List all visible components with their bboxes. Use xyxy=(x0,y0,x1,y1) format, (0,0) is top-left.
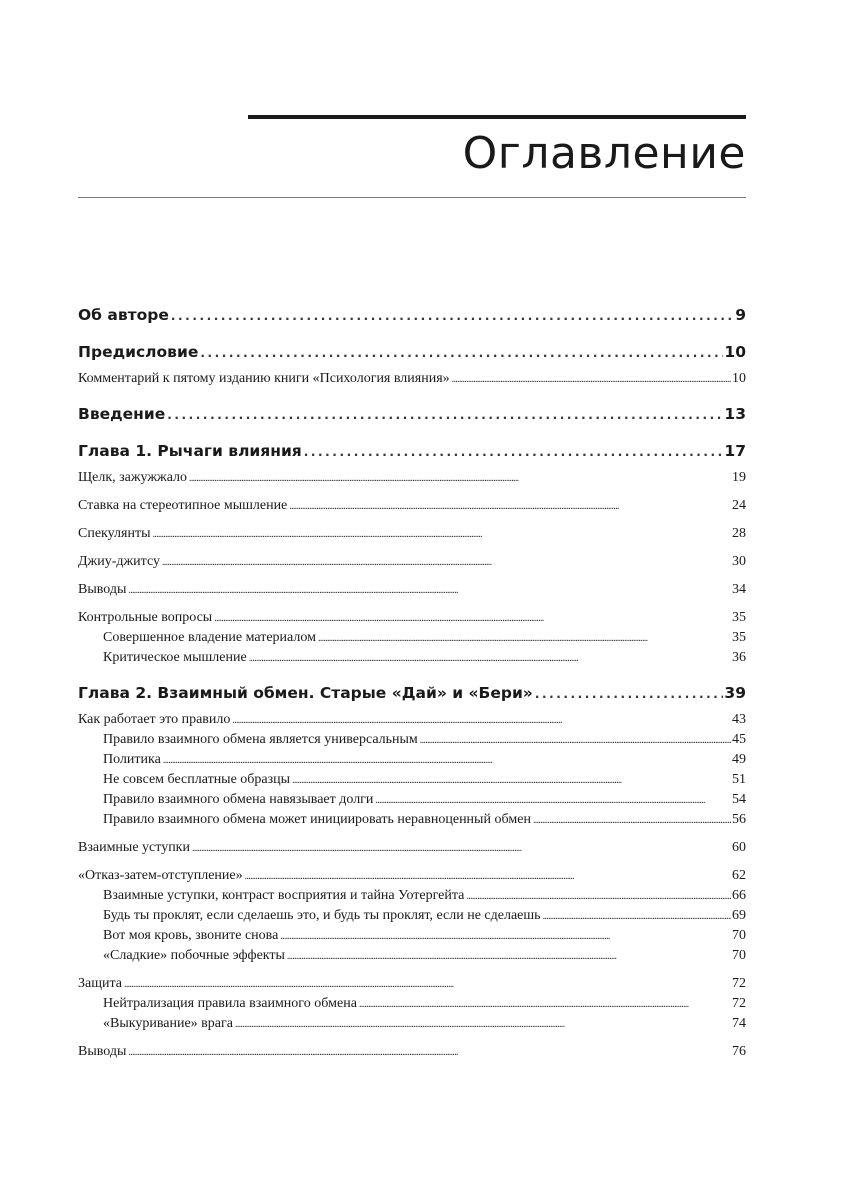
toc-entry-label: Ставка на стереотипное мышление xyxy=(78,498,288,513)
toc-entry[interactable] xyxy=(78,1014,746,1033)
table-of-contents xyxy=(78,305,746,1061)
toc-entry-label: Предисловие xyxy=(78,343,199,361)
title-top-rule xyxy=(248,115,746,119)
toc-entry-page: 51 xyxy=(732,772,746,787)
dot-leader xyxy=(232,711,731,730)
dot-leader xyxy=(292,771,731,790)
toc-entry[interactable] xyxy=(78,1042,746,1061)
toc-entry[interactable] xyxy=(78,552,746,571)
toc-entry-page: 45 xyxy=(732,732,746,747)
toc-entry[interactable] xyxy=(78,369,746,388)
dot-leader xyxy=(128,1043,731,1062)
toc-entry-label: «Выкуривание» врага xyxy=(103,1016,233,1031)
dot-leader xyxy=(235,1015,731,1034)
dot-leader xyxy=(359,995,731,1014)
toc-entry[interactable] xyxy=(78,608,746,627)
toc-entry-page: 49 xyxy=(732,752,746,767)
toc-entry-page: 62 xyxy=(732,868,746,883)
toc-entry-page: 69 xyxy=(732,908,746,923)
toc-entry[interactable] xyxy=(78,750,746,769)
toc-entry[interactable] xyxy=(78,580,746,599)
dot-leader xyxy=(375,791,731,810)
toc-entry[interactable] xyxy=(78,730,746,749)
toc-entry[interactable] xyxy=(78,770,746,789)
toc-entry-page: 72 xyxy=(732,976,746,991)
dot-leader xyxy=(249,649,731,668)
toc-entry[interactable] xyxy=(78,710,746,729)
toc-entry-page: 70 xyxy=(732,948,746,963)
toc-entry-label: Будь ты проклят, если сделаешь это, и будь ты проклят, если не сделаешь xyxy=(103,908,541,923)
toc-entry[interactable] xyxy=(78,994,746,1013)
toc-entry[interactable] xyxy=(78,648,746,667)
dot-leader xyxy=(189,469,731,488)
toc-entry-label: Взаимные уступки xyxy=(78,840,190,855)
toc-entry-label: Правило взаимного обмена навязывает долги xyxy=(103,792,374,807)
toc-entry-page: 19 xyxy=(732,470,746,485)
dot-leader xyxy=(535,684,724,705)
toc-entry-label: Взаимные уступки, контраст восприятия и тайна Уотергейта xyxy=(103,888,465,903)
dot-leader xyxy=(152,525,731,544)
dot-leader xyxy=(214,609,731,628)
toc-entry[interactable] xyxy=(78,810,746,829)
toc-entry-page: 54 xyxy=(732,792,746,807)
toc-entry-page: 60 xyxy=(732,840,746,855)
toc-entry-chapter-2[interactable] xyxy=(78,683,746,704)
toc-entry-page: 39 xyxy=(724,684,746,702)
toc-entry-introduction[interactable] xyxy=(78,404,746,425)
toc-entry-page: 35 xyxy=(732,630,746,645)
toc-entry-label: Глава 2. Взаимный обмен. Старые «Дай» и «Бери» xyxy=(78,684,533,702)
toc-entry-label: Правило взаимного обмена может инициировать неравноценный обмен xyxy=(103,812,531,827)
dot-leader xyxy=(171,306,734,327)
toc-entry-page: 9 xyxy=(735,306,746,324)
toc-entry[interactable] xyxy=(78,926,746,945)
toc-entry-label: Защита xyxy=(78,976,123,991)
toc-entry-page: 43 xyxy=(732,712,746,727)
dot-leader xyxy=(304,442,724,463)
toc-entry-label: Политика xyxy=(103,752,161,767)
dot-leader xyxy=(245,867,731,886)
dot-leader xyxy=(289,497,731,516)
toc-entry-page: 28 xyxy=(732,526,746,541)
toc-entry[interactable] xyxy=(78,946,746,965)
toc-entry-chapter-1[interactable] xyxy=(78,441,746,462)
toc-entry[interactable] xyxy=(78,838,746,857)
toc-entry-label: Спекулянты xyxy=(78,526,151,541)
toc-entry-page: 17 xyxy=(724,442,746,460)
toc-entry-label: Не совсем бесплатные образцы xyxy=(103,772,291,787)
toc-entry-label: Комментарий к пятому изданию книги «Психология влияния» xyxy=(78,371,450,386)
dot-leader xyxy=(466,887,731,906)
dot-leader xyxy=(543,907,731,926)
toc-entry-label: Щелк, зажужжало xyxy=(78,470,188,485)
toc-entry-label: Контрольные вопросы xyxy=(78,610,213,625)
dot-leader xyxy=(287,947,731,966)
toc-entry[interactable] xyxy=(78,628,746,647)
toc-entry-label: Глава 1. Рычаги влияния xyxy=(78,442,302,460)
title-bottom-rule xyxy=(78,197,746,198)
toc-entry[interactable] xyxy=(78,496,746,515)
page-title: Оглавление xyxy=(462,128,746,179)
toc-entry-page: 13 xyxy=(724,405,746,423)
dot-leader xyxy=(420,731,731,750)
toc-entry-page: 35 xyxy=(732,610,746,625)
toc-entry[interactable] xyxy=(78,866,746,885)
toc-entry-page: 74 xyxy=(732,1016,746,1031)
toc-entry-label: Критическое мышление xyxy=(103,650,247,665)
toc-entry-page: 10 xyxy=(732,371,746,386)
toc-entry[interactable] xyxy=(78,790,746,809)
dot-leader xyxy=(124,975,731,994)
toc-entry-page: 30 xyxy=(732,554,746,569)
toc-entry-label: «Сладкие» побочные эффекты xyxy=(103,948,285,963)
toc-entry-label: Совершенное владение материалом xyxy=(103,630,316,645)
toc-entry-label: Вот моя кровь, звоните снова xyxy=(103,928,279,943)
dot-leader xyxy=(200,343,723,364)
dot-leader xyxy=(167,405,723,426)
toc-entry[interactable] xyxy=(78,974,746,993)
toc-entry-page: 36 xyxy=(732,650,746,665)
dot-leader xyxy=(192,839,731,858)
toc-entry-page: 10 xyxy=(724,343,746,361)
dot-leader xyxy=(533,811,731,830)
toc-entry[interactable] xyxy=(78,906,746,925)
toc-entry-preface[interactable] xyxy=(78,342,746,363)
toc-entry-label: Выводы xyxy=(78,582,127,597)
dot-leader xyxy=(162,553,731,572)
toc-entry-label: «Отказ-затем-отступление» xyxy=(78,868,243,883)
toc-entry-page: 72 xyxy=(732,996,746,1011)
toc-entry[interactable] xyxy=(78,886,746,905)
toc-entry[interactable] xyxy=(78,524,746,543)
toc-entry[interactable] xyxy=(78,468,746,487)
dot-leader xyxy=(280,927,731,946)
toc-entry-label: Введение xyxy=(78,405,166,423)
toc-entry-page: 24 xyxy=(732,498,746,513)
toc-entry-page: 56 xyxy=(732,812,746,827)
toc-entry-page: 66 xyxy=(732,888,746,903)
toc-entry-page: 34 xyxy=(732,582,746,597)
dot-leader xyxy=(452,370,731,389)
toc-entry-label: Об авторе xyxy=(78,306,169,324)
toc-entry-label: Джиу-джитсу xyxy=(78,554,160,569)
dot-leader xyxy=(318,629,731,648)
toc-entry-about-author[interactable] xyxy=(78,305,746,326)
toc-entry-page: 76 xyxy=(732,1044,746,1059)
dot-leader xyxy=(163,751,731,770)
toc-entry-label: Нейтрализация правила взаимного обмена xyxy=(103,996,357,1011)
toc-entry-page: 70 xyxy=(732,928,746,943)
toc-entry-label: Как работает это правило xyxy=(78,712,231,727)
toc-entry-label: Выводы xyxy=(78,1044,127,1059)
toc-entry-label: Правило взаимного обмена является универсальным xyxy=(103,732,418,747)
dot-leader xyxy=(128,581,731,600)
